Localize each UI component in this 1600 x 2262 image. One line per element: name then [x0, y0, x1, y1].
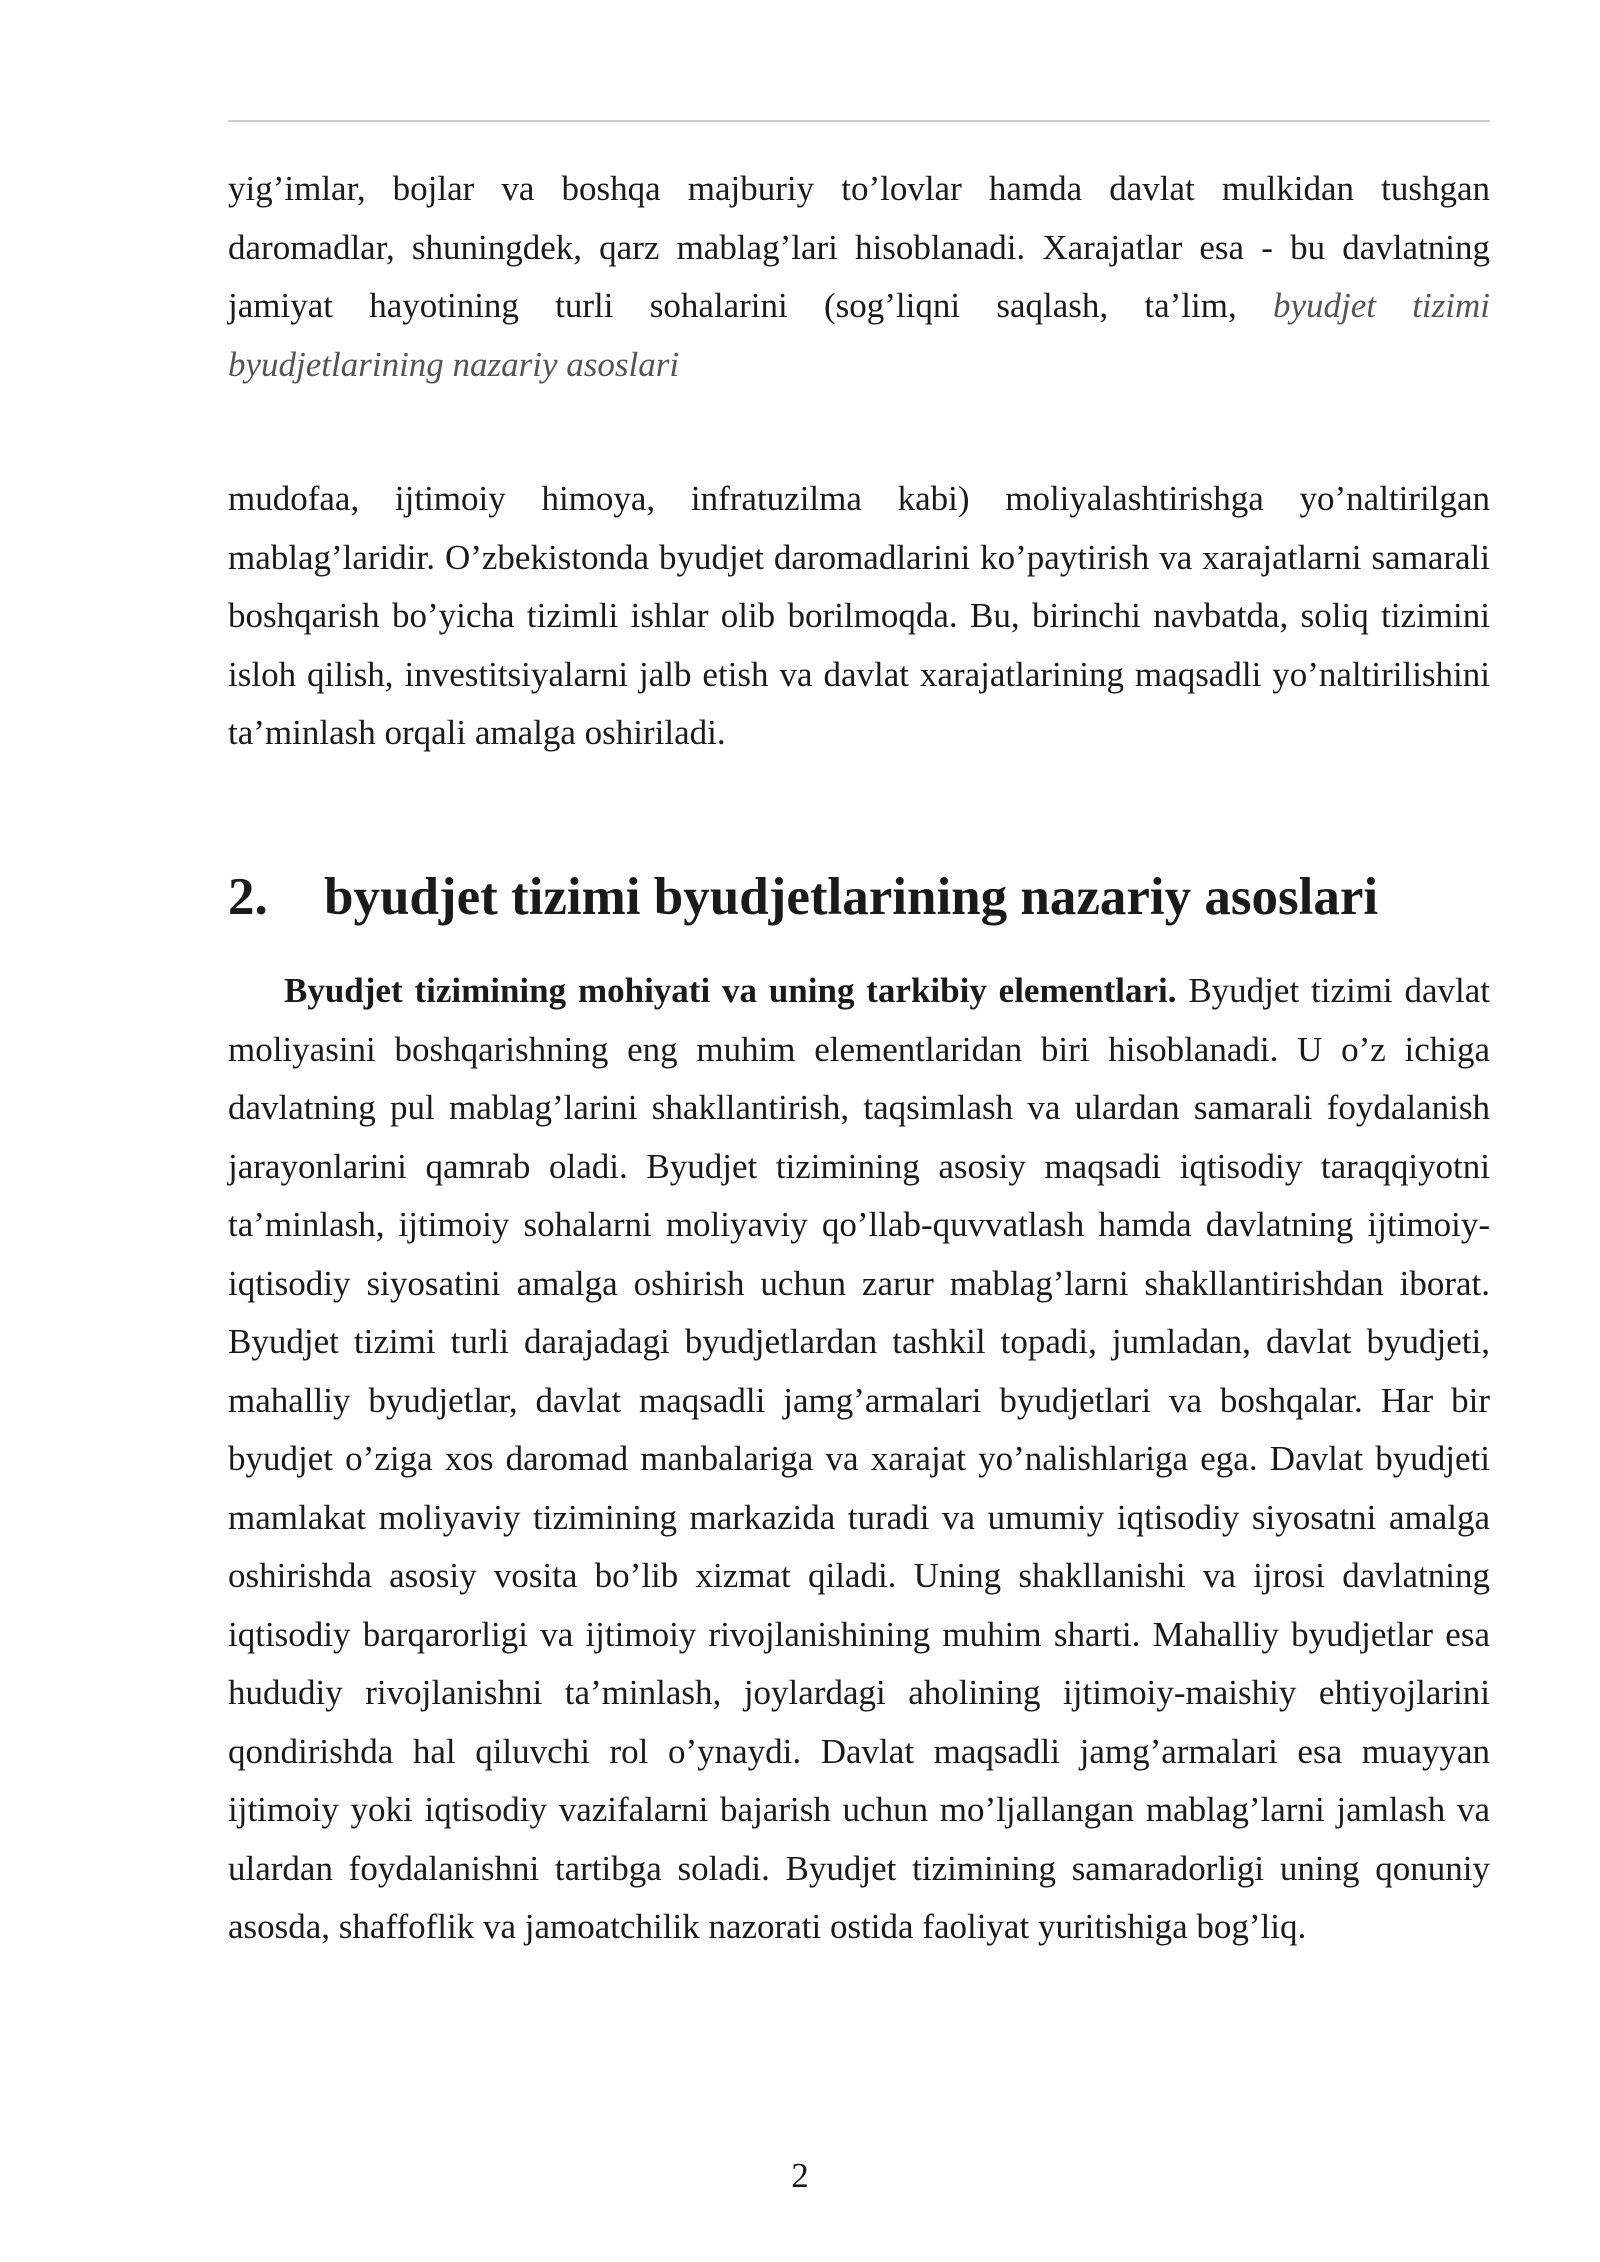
paragraph-body: yig’imlar, bojlar va boshqa majburiy to’lovlar hamda davlat mulkidan tushgan daromadlar, shuningdek, qarz mablag’lari hisoblanadi. Xarajatlar esa - bu davlatning jamiyat hayotining turli sohalarini (sog’liqni saqlash, ta’lim, [228, 169, 1490, 325]
header-rule [228, 120, 1490, 122]
running-header: byudjet tizimi byudjetlarining nazariy asoslari [228, 286, 1491, 384]
paragraph-text: mudofaa, ijtimoiy himoya, infratuzilma kabi) moliyalashtirishga yo’naltirilgan mablag’laridir. O’zbekistonda byudjet daromadlarini ko’paytirish va xarajatlarni samarali boshqarish bo’yicha tizimli ishlar olib borilmoqda. Bu, birinchi navbatda, soliq tizimini isloh qilish, investitsiyalarni jalb etish va davlat xarajatlarining maqsadli yo’naltirilishini ta’minlash orqali amalga oshiriladi. [228, 479, 1490, 752]
paragraph [228, 962, 1490, 1957]
section-title: byudjet tizimi byudjetlarining nazariy asoslari [324, 868, 1379, 926]
paragraph-continued [228, 160, 1490, 394]
paragraph-lead: Byudjet tizimining mohiyati va uning tarkibiy elementlari. [284, 971, 1177, 1010]
page-number: 2 [791, 2156, 809, 2195]
paragraph-body: Byudjet tizimi davlat moliyasini boshqarishning eng muhim elementlaridan biri hisoblanadi. U o’z ichiga davlatning pul mablag’larini shakllantirish, taqsimlash va ulardan samarali foydalanish jarayonlarini qamrab oladi. Byudjet tizimining asosiy maqsadi iqtisodiy taraqqiyotni ta’minlash, ijtimoiy sohalarni moliyaviy qo’llab-quvvatlash hamda davlatning ijtimoiy-iqtisodiy siyosatini amalga oshirish uchun zarur mablag’larni shakllantirishdan iborat. Byudjet tizimi turli darajadagi byudjetlardan tashkil topadi, jumladan, davlat byudjeti, mahalliy byudjetlar, davlat maqsadli jamg’armalari byudjetlari va boshqalar. Har bir byudjet o’ziga xos daromad manbalariga va xarajat yo’nalishlariga ega. Davlat byudjeti mamlakat moliyaviy tizimining markazida turadi va umumiy iqtisodiy siyosatni amalga oshirishda asosiy vosita bo’lib xizmat qiladi. Uning shakllanishi va ijrosi davlatning iqtisodiy barqarorligi va ijtimoiy rivojlanishining muhim sharti. Mahalliy byudjetlar esa hududiy rivojlanishni ta’minlash, joylardagi aholining ijtimoiy-maishiy ehtiyojlarini qondirishda hal qiluvchi rol o’ynaydi. Davlat maqsadli jamg’armalari esa muayyan ijtimoiy yoki iqtisodiy vazifalarni bajarish uchun mo’ljallangan mablag’larni jamlash va ulardan foydalanishni tartibga soladi. Byudjet tizimining samaradorligi uning qonuniy asosda, shaffoflik va jamoatchilik nazorati ostida faoliyat yuritishiga bog’liq. [228, 971, 1490, 1946]
paragraph [228, 470, 1490, 763]
paragraph-text [228, 962, 1490, 1957]
section-heading [228, 862, 1490, 932]
paragraph-text [228, 160, 1490, 394]
section-number: 2. [228, 868, 268, 926]
